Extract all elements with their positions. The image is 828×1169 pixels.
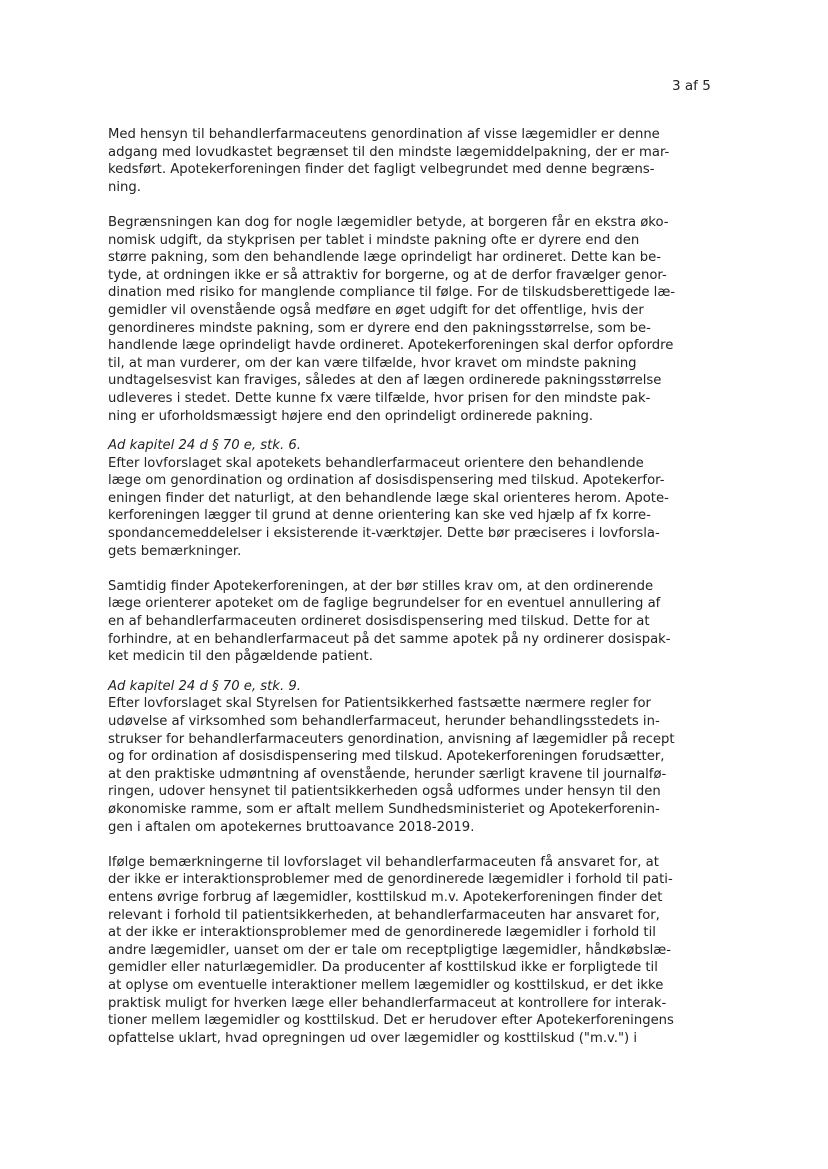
text-line: gemidler eller naturlægemidler. Da producenter af kosttilskud ikke er forpligtede til <box>108 960 658 976</box>
text-line: handlende læge oprindeligt havde ordineret. Apotekerforeningen skal derfor opfordre <box>108 338 674 354</box>
text-line: tyde, at ordningen ikke er så attraktiv for borgerne, og at de derfor fravælger genor- <box>108 267 667 283</box>
text-line: at den praktiske udmøntning af ovenstående, herunder særligt kravene til journalfø- <box>108 766 667 782</box>
paragraph-1 <box>108 126 718 196</box>
paragraph-5 <box>108 695 718 836</box>
text-line: og for ordination af dosisdispensering med tilskud. Apotekerforeningen forudsætter, <box>108 749 665 765</box>
section-heading-stk9: Ad kapitel 24 d § 70 e, stk. 9. <box>108 678 301 694</box>
text-line: dination med risiko for manglende compliance til følge. For de tilskudsberettigede læ- <box>108 285 676 301</box>
text-line: eningen finder det naturligt, at den behandlende læge skal orienteres herom. Apote- <box>108 490 669 506</box>
text-line: kedsført. Apotekerforeningen finder det fagligt velbegrundet med denne begræns- <box>108 162 655 178</box>
text-line: udleveres i stedet. Dette kunne fx være tilfælde, hvor prisen for den mindste pak- <box>108 390 651 406</box>
text-line: relevant i forhold til patientsikkerheden, at behandlerfarmaceuten har ansvaret for, <box>108 907 660 923</box>
text-line: læge orienterer apoteket om de faglige begrundelser for en eventuel annullering af <box>108 596 661 612</box>
text-line: tioner mellem lægemidler og kosttilskud. Det er herudover efter Apotekerforeningens <box>108 1013 674 1029</box>
text-line: kerforeningen lægger til grund at denne orientering kan ske ved hjælp af fx korre- <box>108 508 651 524</box>
text-line: andre lægemidler, uanset om der er tale om receptpligtige lægemidler, håndkøbslæ- <box>108 942 671 958</box>
text-line: praktisk muligt for hverken læge eller behandlerfarmaceut at kontrollere for interak- <box>108 995 667 1011</box>
text-line: Ifølge bemærkningerne til lovforslaget vil behandlerfarmaceuten få ansvaret for, at <box>108 854 659 870</box>
text-line: at der ikke er interaktionsproblemer med de genordinerede lægemidler i forhold til <box>108 925 656 941</box>
text-line: entens øvrige forbrug af lægemidler, kosttilskud m.v. Apotekerforeningen finder det <box>108 889 663 905</box>
text-line: Efter lovforslaget skal Styrelsen for Patientsikkerhed fastsætte nærmere regler for <box>108 696 651 712</box>
text-line: Samtidig finder Apotekerforeningen, at der bør stilles krav om, at den ordinerende <box>108 578 654 594</box>
text-line: læge om genordination og ordination af dosisdispensering med tilskud. Apotekerfor- <box>108 473 665 489</box>
letter-body <box>108 126 718 1047</box>
text-line: økonomiske ramme, som er aftalt mellem Sundhedsministeriet og Apotekerforenin- <box>108 801 660 817</box>
text-line: adgang med lovudkastet begrænset til den mindste lægemiddelpakning, der er mar- <box>108 144 670 160</box>
text-line: undtagelsesvist kan fraviges, således at den af lægen ordinerede pakningsstørrelse <box>108 373 662 389</box>
paragraph-3 <box>108 455 718 561</box>
section-heading-stk6: Ad kapitel 24 d § 70 e, stk. 6. <box>108 438 301 454</box>
text-line: udøvelse af virksomhed som behandlerfarmaceut, herunder behandlingsstedets in- <box>108 714 660 729</box>
text-line: strukser for behandlerfarmaceuters genordination, anvisning af lægemidler på recept <box>108 731 675 747</box>
text-line: ket medicin til den pågældende patient. <box>108 649 373 665</box>
text-line: ning er uforholdsmæssigt højere end den oprindeligt ordinerede pakning. <box>108 408 594 424</box>
text-line: gets bemærkninger. <box>108 543 242 559</box>
text-line: ning. <box>108 179 141 195</box>
text-line: nomisk udgift, da stykprisen per tablet i mindste pakning ofte er dyrere end den <box>108 232 640 248</box>
text-line: gemidler vil ovenstående også medføre en øget udgift for det offentlige, hvis der <box>108 302 644 318</box>
paragraph-6 <box>108 854 718 1048</box>
text-line: til, at man vurderer, om der kan være tilfælde, hvor kravet om mindste pakning <box>108 355 637 371</box>
paragraph-4 <box>108 578 718 666</box>
text-line: genordineres mindste pakning, som er dyrere end den pakningsstørrelse, som be- <box>108 320 651 336</box>
text-line: Med hensyn til behandlerfarmaceutens genordination af visse lægemidler er denne <box>108 127 660 142</box>
text-line: at oplyse om eventuelle interaktioner mellem lægemidler og kosttilskud, er det ikke <box>108 977 664 993</box>
text-line: Begrænsningen kan dog for nogle lægemidler betyde, at borgeren får en ekstra øko- <box>108 214 669 230</box>
text-line: der ikke er interaktionsproblemer med de genordinerede lægemidler i forhold til pati- <box>108 872 673 888</box>
text-line: større pakning, som den behandlende læge oprindeligt har ordineret. Dette kan be- <box>108 250 661 266</box>
text-line: gen i aftalen om apotekernes bruttoavance 2018-2019. <box>108 819 475 835</box>
text-line: opfattelse uklart, hvad opregningen ud over lægemidler og kosttilskud ("m.v.") i <box>108 1030 638 1046</box>
text-line: forhindre, at en behandlerfarmaceut på det samme apotek på ny ordinerer dosispak- <box>108 631 671 647</box>
text-line: ringen, udover hensynet til patientsikkerheden også udformes under hensyn til den <box>108 784 661 800</box>
paragraph-2 <box>108 214 718 425</box>
text-line: en af behandlerfarmaceuten ordineret dosisdispensering med tilskud. Dette for at <box>108 614 650 630</box>
text-line: spondancemeddelelser i eksisterende it-værktøjer. Dette bør præciseres i lovforsla- <box>108 526 660 542</box>
page-number: 3 af 5 <box>672 78 711 94</box>
text-line: Efter lovforslaget skal apotekets behandlerfarmaceut orientere den behandlende <box>108 455 644 471</box>
